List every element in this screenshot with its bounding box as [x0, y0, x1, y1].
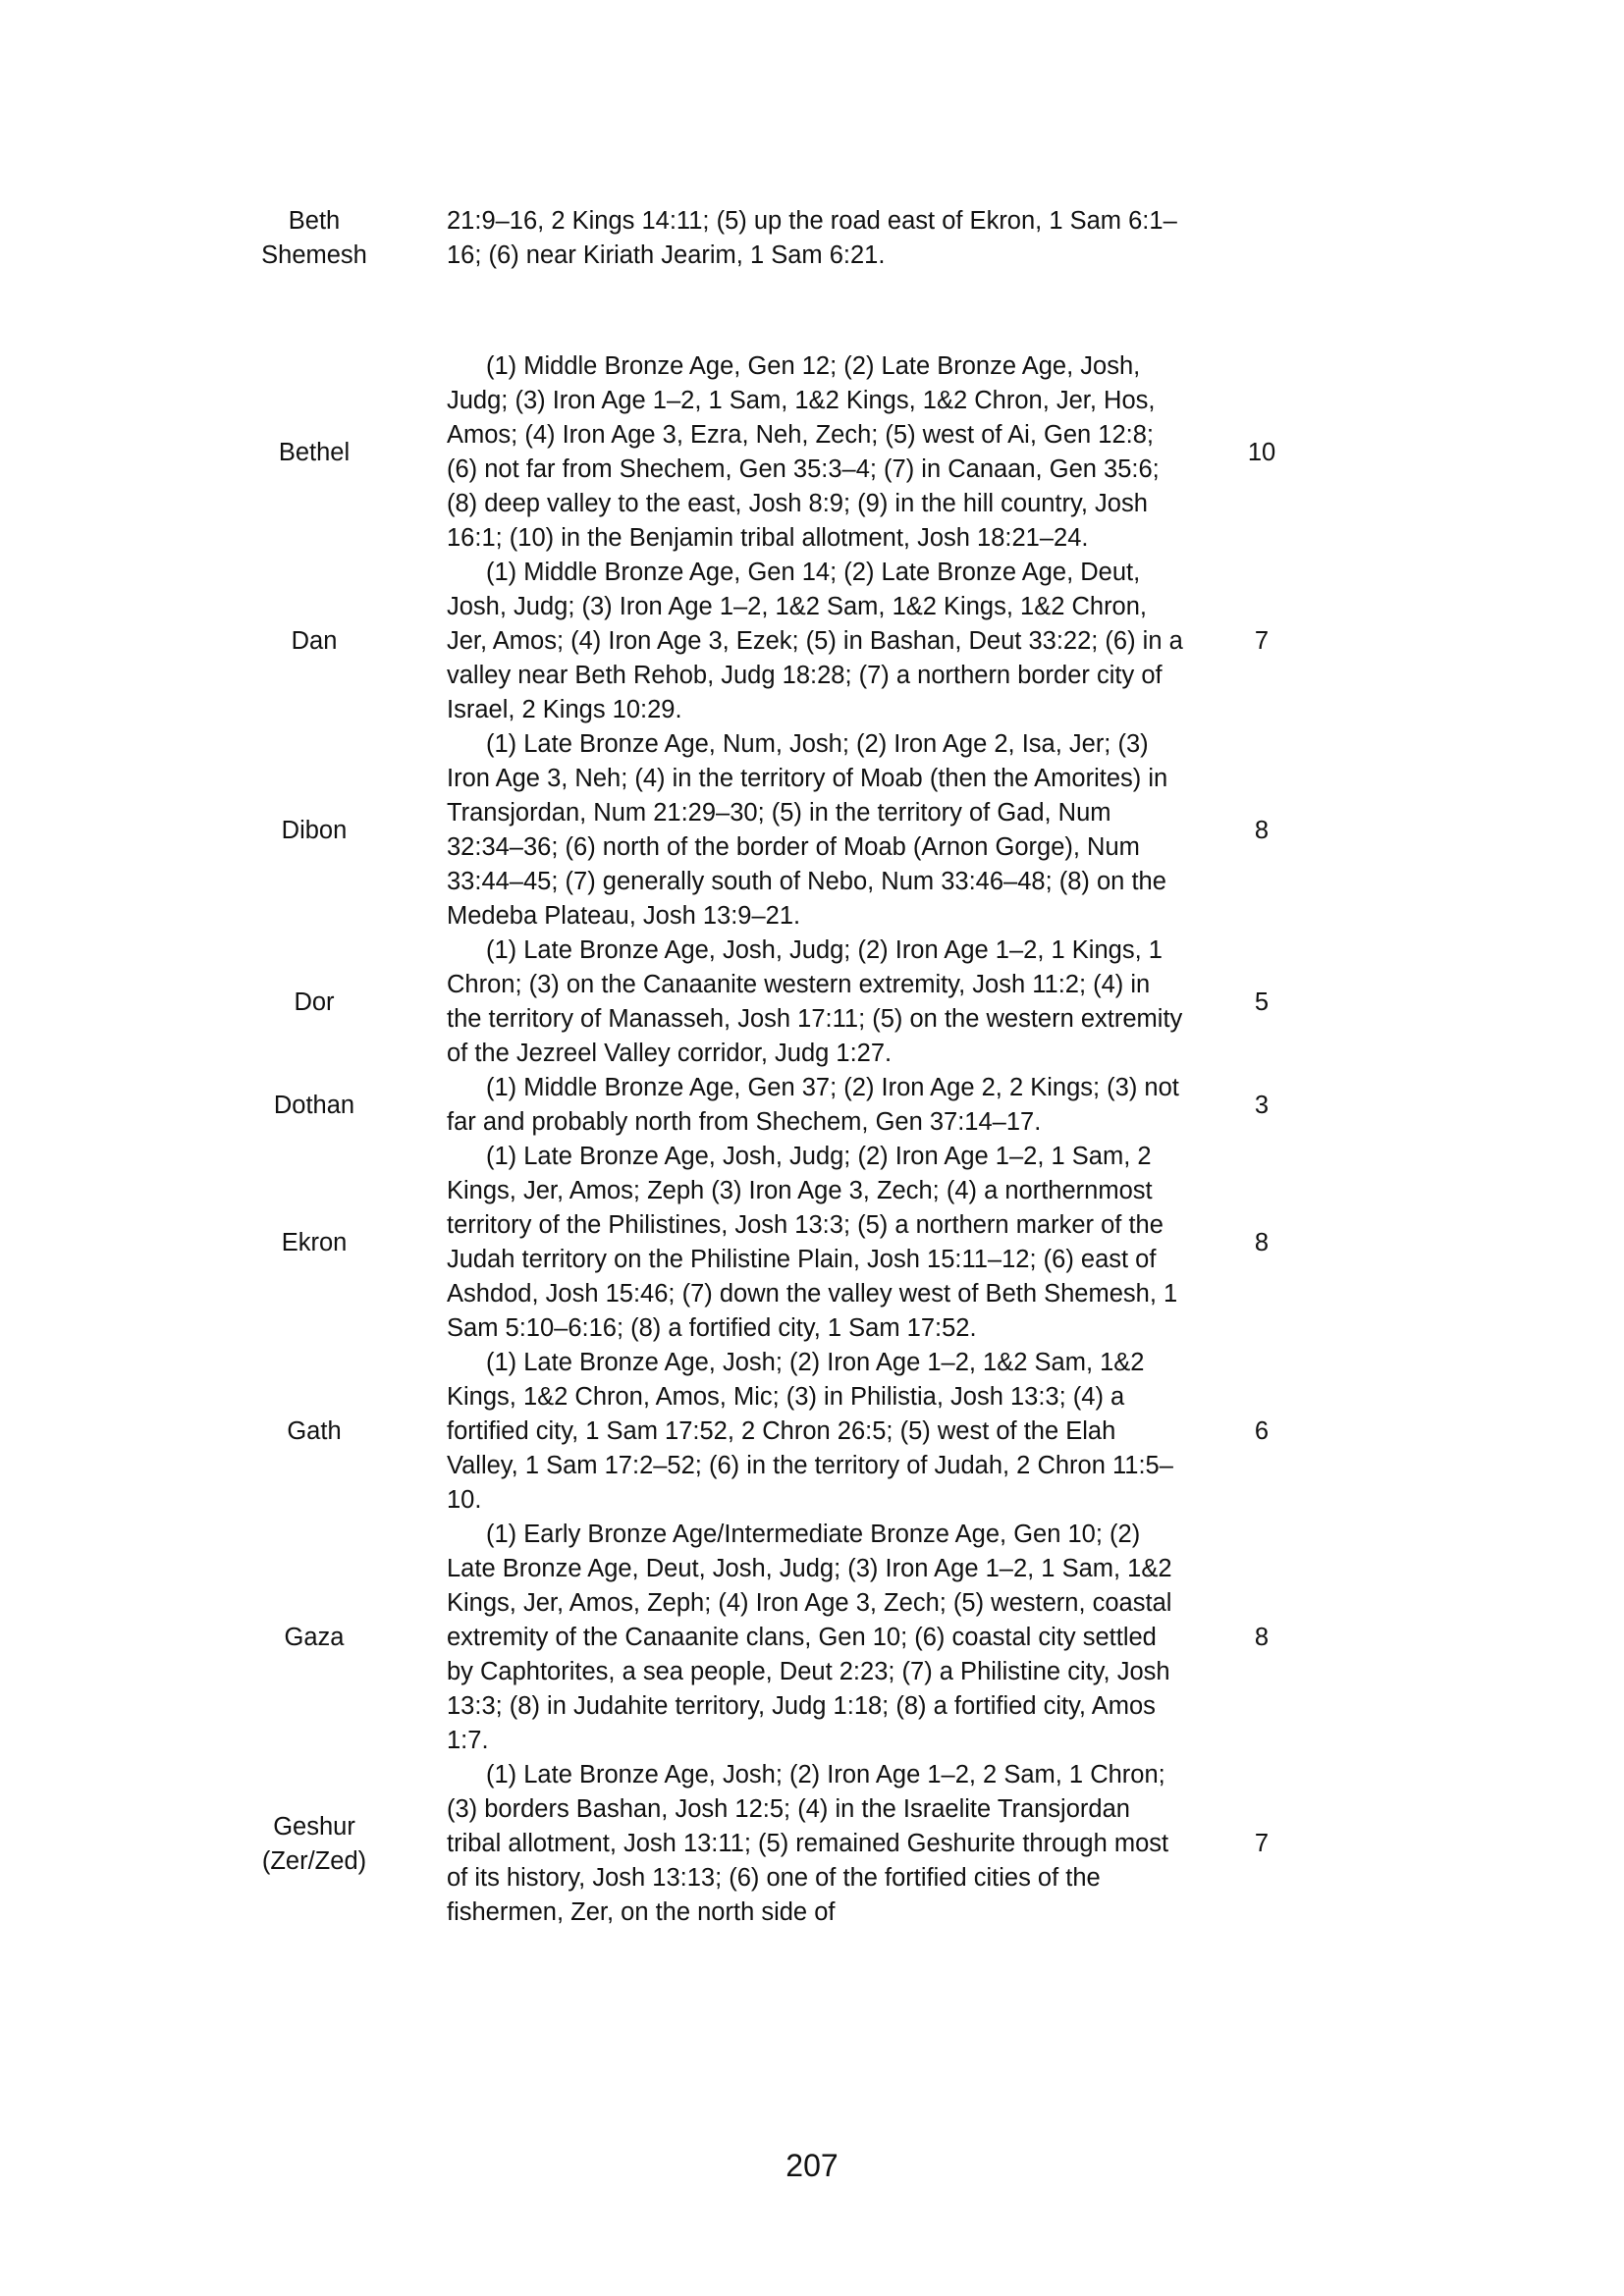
- site-description-text: (1) Late Bronze Age, Josh; (2) Iron Age 1–2, 2 Sam, 1 Chron; (3) borders Bashan, Josh 12:5; (4) in the Israelite Transjordan tribal allotment, Josh 13:11; (5) remained Geshurite through most of its history, Josh 13:13; (6) one of the fortified cities of the fishermen, Zer, on the north side of: [447, 1761, 1169, 1926]
- site-description: [447, 1518, 1183, 1758]
- site-description: [447, 934, 1183, 1071]
- reference-count: 5: [1254, 988, 1270, 1016]
- site-description: [447, 727, 1183, 934]
- site-name-line: Dibon: [281, 816, 348, 844]
- site-description: [447, 1758, 1183, 1930]
- page-number: 207: [785, 2148, 839, 2183]
- site-name-line: (Zer/Zed): [261, 1846, 367, 1875]
- site-name: [211, 1810, 417, 1879]
- site-description: [447, 204, 1183, 273]
- site-name-line: Bethel: [278, 438, 351, 466]
- reference-count: 7: [1254, 1830, 1270, 1857]
- site-name: [211, 204, 417, 273]
- reference-count: 8: [1254, 816, 1270, 844]
- table-row: [211, 934, 1321, 1071]
- site-description-text: (1) Late Bronze Age, Josh; (2) Iron Age 1–2, 1&2 Sam, 1&2 Kings, 1&2 Chron, Amos, Mic; (3) in Philistia, Josh 13:3; (4) a fortified city, 1 Sam 17:52, 2 Chron 26:5; (5) west of the Elah Valley, 1 Sam 17:2–52; (6) in the territory of Judah, 2 Chron 11:5–10.: [447, 1349, 1173, 1514]
- site-name: [211, 814, 417, 848]
- reference-count: 3: [1254, 1091, 1270, 1119]
- table-row: [211, 349, 1321, 556]
- site-name: [211, 1415, 417, 1449]
- site-description: [447, 349, 1183, 556]
- site-name-line: Gaza: [284, 1624, 345, 1651]
- site-description-text: (1) Late Bronze Age, Josh, Judg; (2) Iron Age 1–2, 1 Sam, 2 Kings, Jer, Amos; Zeph (3) Iron Age 3, Zech; (4) a northernmost territory of the Philistines, Josh 13:3; (5) a northern marker of the Judah territory on the Philistine Plain, Josh 15:11–12; (6) east of Ashdod, Josh 15:46; (7) down the valley west of Beth Shemesh, 1 Sam 5:10–6:16; (8) a fortified city, 1 Sam 17:52.: [447, 1143, 1178, 1342]
- site-name: [211, 1621, 417, 1655]
- site-name: [211, 1089, 417, 1123]
- site-description-text: (1) Middle Bronze Age, Gen 14; (2) Late Bronze Age, Deut, Josh, Judg; (3) Iron Age 1–2, 1&2 Sam, 1&2 Kings, 1&2 Chron, Jer, Amos; (4) Iron Age 3, Ezek; (5) in Bashan, Deut 33:22; (6) in a valley near Beth Rehob, Judg 18:28; (7) a northern border city of Israel, 2 Kings 10:29.: [447, 559, 1183, 723]
- site-name-line: Beth: [288, 207, 341, 235]
- site-description: [447, 556, 1183, 727]
- table-row: [211, 1346, 1321, 1518]
- site-description-text: (1) Middle Bronze Age, Gen 37; (2) Iron Age 2, 2 Kings; (3) not far and probably north from Shechem, Gen 37:14–17.: [447, 1074, 1179, 1136]
- sites-table: [211, 204, 1321, 1930]
- reference-count: 6: [1254, 1417, 1270, 1445]
- site-name: [211, 986, 417, 1020]
- table-row: [211, 556, 1321, 727]
- table-row: [211, 1758, 1321, 1930]
- site-description: [447, 1346, 1183, 1518]
- table-row: [211, 1140, 1321, 1346]
- site-description-text: (1) Early Bronze Age/Intermediate Bronze Age, Gen 10; (2) Late Bronze Age, Deut, Josh, Judg; (3) Iron Age 1–2, 1 Sam, 1&2 Kings, Jer, Amos, Zeph; (4) Iron Age 3, Zech; (5) western, coastal extremity of the Canaanite clans, Gen 10; (6) coastal city settled by Caphtorites, a sea people, Deut 2:23; (7) a Philistine city, Josh 13:3; (8) in Judahite territory, Judg 1:18; (8) a fortified city, Amos 1:7.: [447, 1521, 1172, 1754]
- table-row: [211, 727, 1321, 934]
- site-name-line: Ekron: [281, 1228, 348, 1256]
- table-row: [211, 1518, 1321, 1758]
- site-description: [447, 1140, 1183, 1346]
- site-name-line: Shemesh: [261, 241, 367, 269]
- site-name: [211, 436, 417, 470]
- site-description-text: (1) Late Bronze Age, Num, Josh; (2) Iron Age 2, Isa, Jer; (3) Iron Age 3, Neh; (4) in the territory of Moab (then the Amorites) in Transjordan, Num 21:29–30; (5) in the territory of Gad, Num 32:34–36; (6) north of the border of Moab (Arnon Gorge), Num 33:44–45; (7) generally south of Nebo, Num 33:46–48; (8) on the Medeba Plateau, Josh 13:9–21.: [447, 730, 1168, 930]
- site-name-line: Dor: [294, 988, 335, 1016]
- table-row: [211, 1071, 1321, 1140]
- site-name-line: Dan: [291, 627, 338, 655]
- reference-count: 7: [1254, 627, 1270, 655]
- site-description: [447, 1071, 1183, 1140]
- site-description-text: 21:9–16, 2 Kings 14:11; (5) up the road east of Ekron, 1 Sam 6:1–16; (6) near Kiriath Jearim, 1 Sam 6:21.: [447, 207, 1177, 269]
- site-description-text: (1) Middle Bronze Age, Gen 12; (2) Late Bronze Age, Josh, Judg; (3) Iron Age 1–2, 1 Sam, 1&2 Kings, 1&2 Chron, Jer, Hos, Amos; (4) Iron Age 3, Ezra, Neh, Zech; (5) west of Ai, Gen 12:8; (6) not far from Shechem, Gen 35:3–4; (7) in Canaan, Gen 35:6; (8) deep valley to the east, Josh 8:9; (9) in the hill country, Josh 16:1; (10) in the Benjamin tribal allotment, Josh 18:21–24.: [447, 352, 1160, 552]
- site-name-line: Dothan: [273, 1091, 355, 1119]
- reference-count: 8: [1254, 1228, 1270, 1256]
- site-description-text: (1) Late Bronze Age, Josh, Judg; (2) Iron Age 1–2, 1 Kings, 1 Chron; (3) on the Canaanite western extremity, Josh 11:2; (4) in the territory of Manasseh, Josh 17:11; (5) on the western extremity of the Jezreel Valley corridor, Judg 1:27.: [447, 936, 1183, 1067]
- site-name-line: Gath: [287, 1417, 342, 1445]
- table-row: [211, 204, 1321, 273]
- reference-count: 8: [1254, 1624, 1270, 1651]
- site-name-line: Geshur: [273, 1812, 355, 1841]
- site-name: [211, 1226, 417, 1260]
- site-name: [211, 624, 417, 659]
- reference-count: 10: [1247, 438, 1276, 466]
